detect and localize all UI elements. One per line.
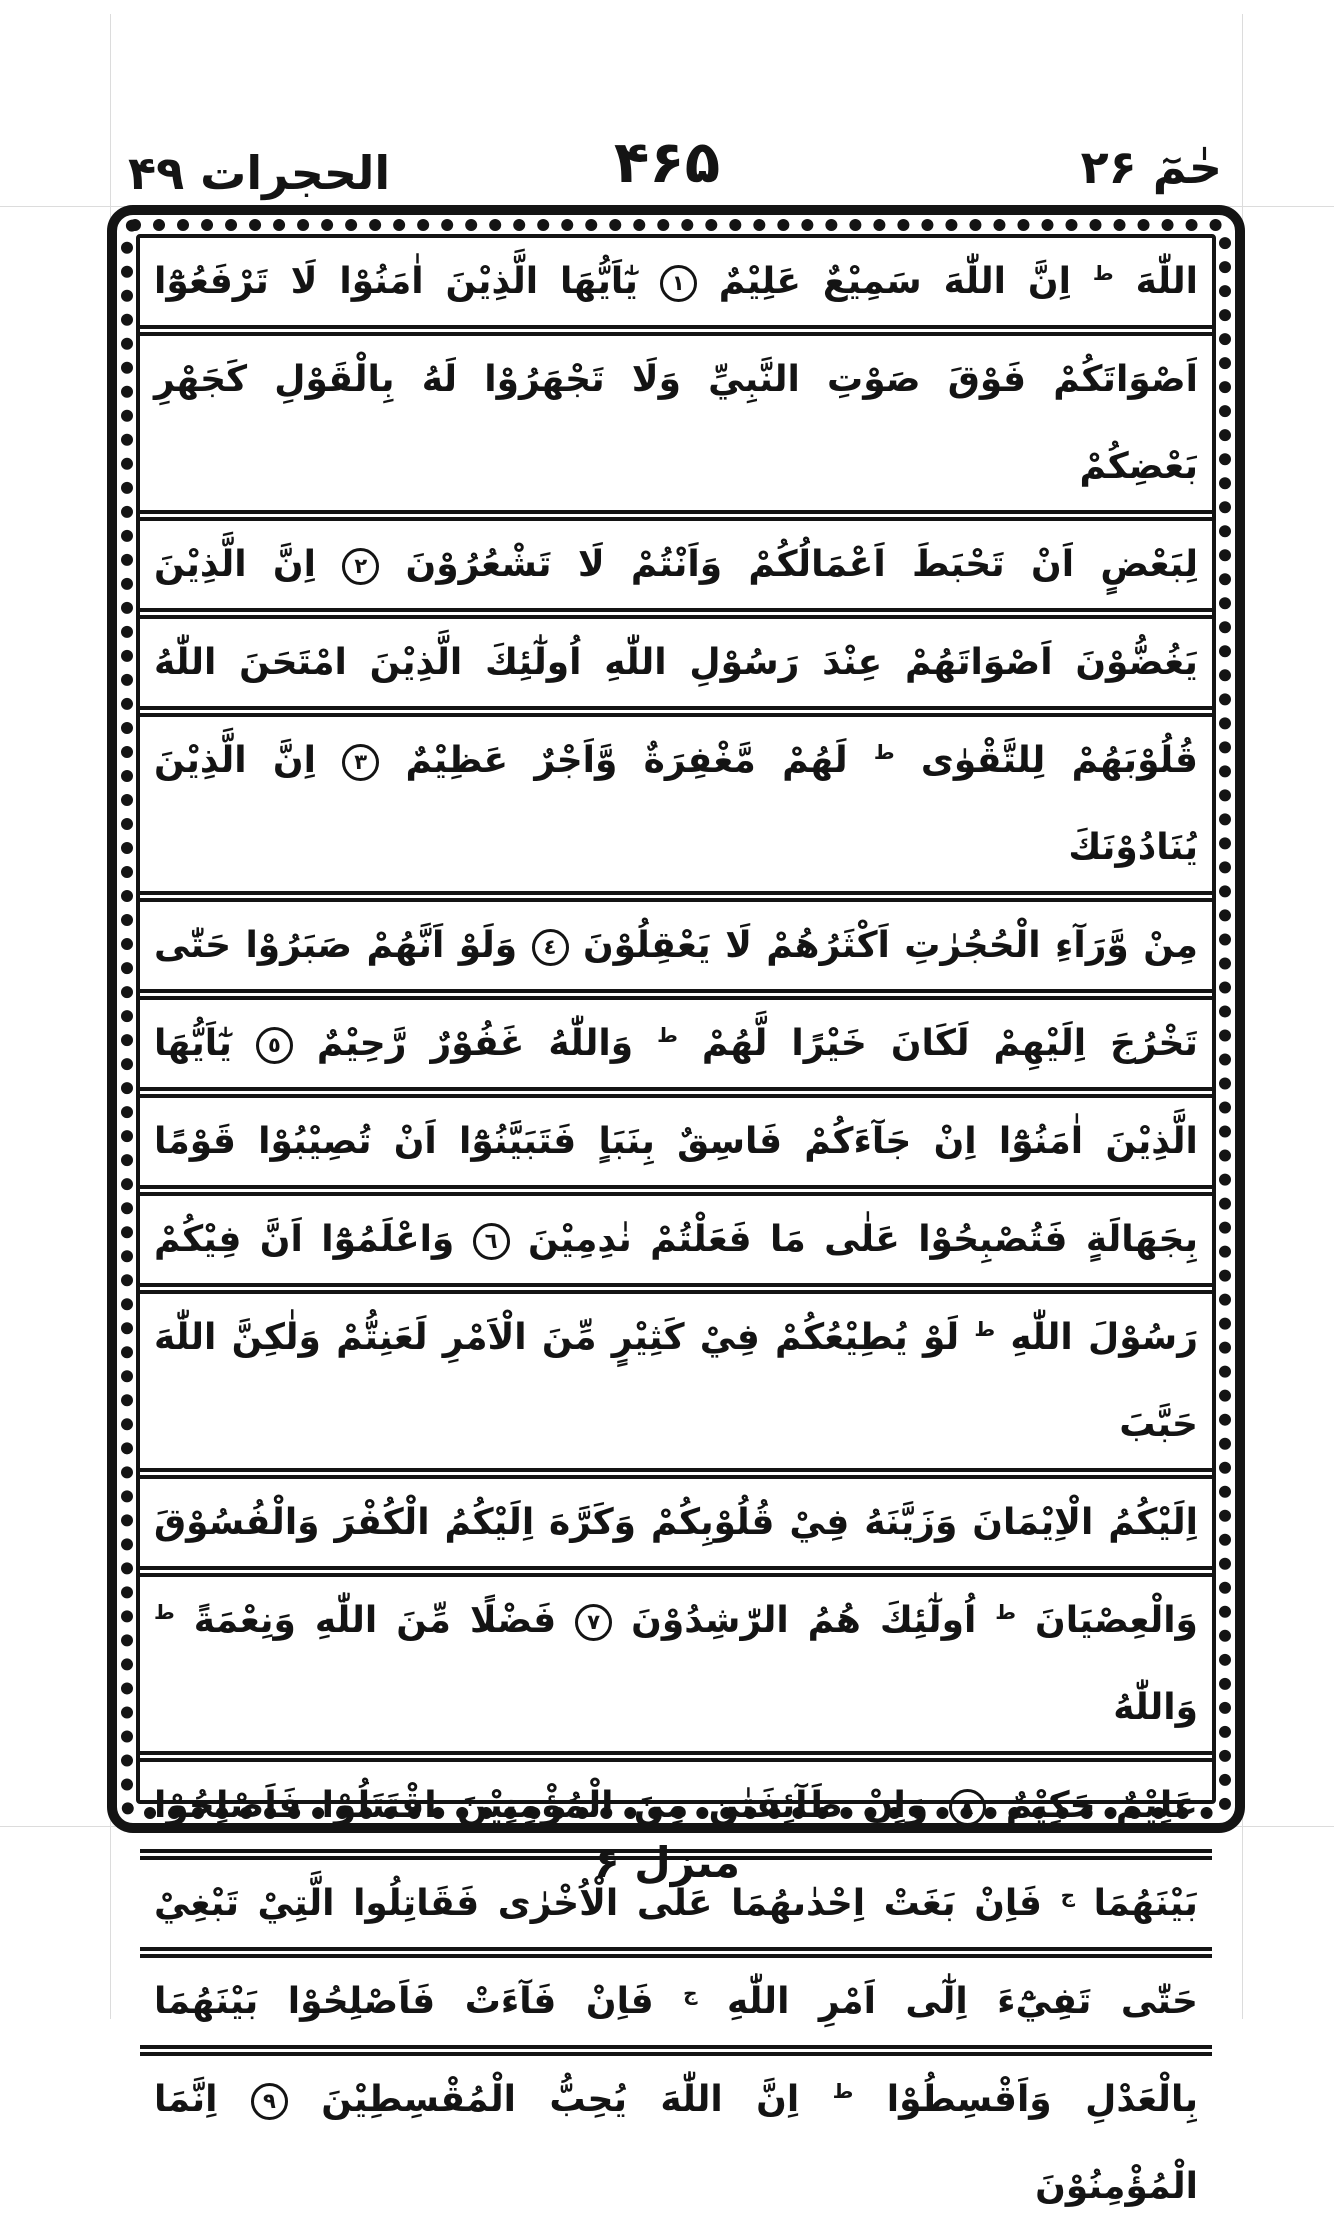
quran-line-4: يَغُضُّوْنَ اَصْوَاتَهُمْ عِنْدَ رَسُوْلِ اللّٰهِ اُولٰٓئِكَ الَّذِيْنَ امْتَحَنَ اللّٰهُ	[140, 608, 1212, 706]
pause-mark: ط	[974, 1317, 996, 1341]
ayah-end-marker: ٢	[342, 548, 379, 585]
pause-mark: ط	[832, 2079, 854, 2103]
pause-mark: ط	[995, 1600, 1017, 1624]
pause-mark: ج	[683, 1981, 698, 2005]
quran-line-15: حَتّٰى تَفِيْٓءَ اِلٰٓى اَمْرِ اللّٰهِ $^ج$ فَاِنْ فَآءَتْ فَاَصْلِحُوْا بَيْنَهُمَا	[140, 1947, 1212, 2045]
quran-line-1: اللّٰهَ $^ط$ اِنَّ اللّٰهَ سَمِيْعٌ عَلِيْمٌ ١ يٰٓاَيُّهَا الَّذِيْنَ اٰمَنُوْا لَا تَرْفَعُوْٓا	[154, 261, 1199, 302]
quran-line-14: بَيْنَهُمَا $^ج$ فَاِنْ بَغَتْ اِحْدٰىهُمَا عَلَى الْاُخْرٰى فَقَاتِلُوا الَّتِيْ تَبْغِيْ	[140, 1849, 1212, 1947]
ayah-end-marker: ٩	[251, 2083, 288, 2120]
ayah-end-marker: ٧	[575, 1604, 612, 1641]
ayah-end-marker: ٥	[256, 1027, 293, 1064]
header-para-name: حٰمٓ ۲۶	[1080, 140, 1222, 194]
quran-line-11: اِلَيْكُمُ الْاِيْمَانَ وَزَيَّنَهُ فِيْ قُلُوْبِكُمْ وَكَرَّهَ اِلَيْكُمُ الْكُفْرَ وَالْفُسُوْقَ	[140, 1468, 1212, 1566]
quran-line-9: بِجَهَالَةٍ فَتُصْبِحُوْا عَلٰى مَا فَعَلْتُمْ نٰدِمِيْنَ ٦ وَاعْلَمُوْٓا اَنَّ فِيْكُمْ	[140, 1185, 1212, 1283]
pause-mark: ط	[154, 1600, 175, 1624]
header-surah-name: الحجرات ۴۹	[128, 146, 391, 200]
ayah-end-marker: ٣	[342, 744, 379, 781]
quran-line-8: الَّذِيْنَ اٰمَنُوْٓا اِنْ جَآءَكُمْ فَاسِقٌ بِنَبَاٍ فَتَبَيَّنُوْٓا اَنْ تُصِيْبُوْا قَوْمًا	[140, 1087, 1212, 1185]
ayah-end-marker: ٤	[532, 929, 569, 966]
pause-mark: ط	[873, 740, 895, 764]
pause-mark: ط	[657, 1023, 678, 1047]
header-page-number: ۴۶۵	[613, 128, 721, 196]
quran-line-10: رَسُوْلَ اللّٰهِ $^ط$ لَوْ يُطِيْعُكُمْ فِيْ كَثِيْرٍ مِّنَ الْاَمْرِ لَعَنِتُّمْ وَلٰكِنَّ اللّٰهَ حَبَّبَ	[140, 1283, 1212, 1468]
quran-line-2: اَصْوَاتَكُمْ فَوْقَ صَوْتِ النَّبِيِّ وَلَا تَجْهَرُوْا لَهُ بِالْقَوْلِ كَجَهْرِ بَعْضِكُمْ	[140, 325, 1212, 510]
quran-line-5: قُلُوْبَهُمْ لِلتَّقْوٰى $^ط$ لَهُمْ مَّغْفِرَةٌ وَّاَجْرٌ عَظِيْمٌ ٣ اِنَّ الَّذِيْنَ يُنَادُوْنَكَ	[140, 706, 1212, 891]
quran-line-16: بِالْعَدْلِ وَاَقْسِطُوْا $^ط$ اِنَّ اللّٰهَ يُحِبُّ الْمُقْسِطِيْنَ ٩ اِنَّمَا الْمُؤْمِنُوْنَ	[140, 2045, 1212, 2230]
quran-line-13: عَلِيْمٌ حَكِيْمٌ ٨ وَاِنْ طَآئِفَتٰنِ مِنَ الْمُؤْمِنِيْنَ اقْتَتَلُوْا فَاَصْلِحُوْا	[140, 1751, 1212, 1849]
ayah-end-marker: ٨	[949, 1789, 986, 1826]
quran-line-12: وَالْعِصْيَانَ $^ط$ اُولٰٓئِكَ هُمُ الرّٰشِدُوْنَ ٧ فَضْلًا مِّنَ اللّٰهِ وَنِعْمَةً $^ط$ وَاللّٰهُ	[140, 1566, 1212, 1751]
pause-mark: ط	[1092, 261, 1114, 285]
pause-mark: ج	[1060, 1883, 1075, 1907]
quran-line-6: مِنْ وَّرَآءِ الْحُجُرٰتِ اَكْثَرُهُمْ لَا يَعْقِلُوْنَ ٤ وَلَوْ اَنَّهُمْ صَبَرُوْا حَتّٰى	[140, 891, 1212, 989]
ayah-end-marker: ٦	[473, 1223, 510, 1260]
quran-line-7: تَخْرُجَ اِلَيْهِمْ لَكَانَ خَيْرًا لَّهُمْ $^ط$ وَاللّٰهُ غَفُوْرٌ رَّحِيْمٌ ٥ يٰٓاَيُّهَا	[140, 989, 1212, 1087]
ayah-end-marker: ١	[660, 265, 697, 302]
footer-manzil-label: منزل ۶	[594, 1838, 740, 1887]
quran-line-3: لِبَعْضٍ اَنْ تَحْبَطَ اَعْمَالُكُمْ وَاَنْتُمْ لَا تَشْعُرُوْنَ ٢ اِنَّ الَّذِيْنَ	[140, 510, 1212, 608]
